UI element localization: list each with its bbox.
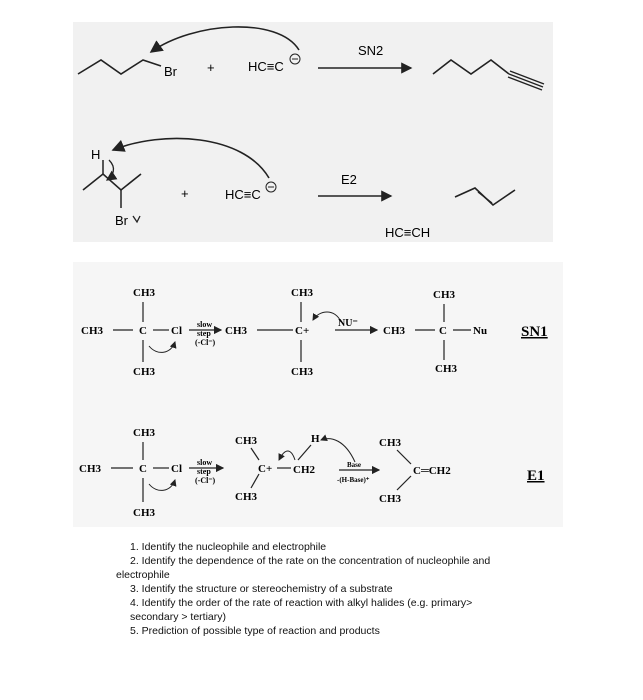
e2-br-label: Br	[115, 213, 128, 228]
e2-base-label: HC≡C	[225, 187, 261, 202]
e1-label: E1	[527, 468, 545, 484]
sn1-cation-methyl-bottom: CH3	[291, 366, 313, 378]
e1-base-arrow	[321, 439, 355, 462]
sn1-step-step: step	[197, 329, 211, 338]
e1-step-cl: (-Cl⁻)	[195, 476, 216, 485]
sn2-condition-label: SN2	[358, 43, 384, 58]
e2-byproduct-label: HC≡CH	[385, 225, 431, 240]
sn1-cation-methyl-left: CH3	[225, 325, 247, 337]
e1-ch2: CH2	[293, 464, 315, 476]
sn1-e1-scheme	[73, 262, 563, 527]
e1-step-slow: slow	[197, 458, 213, 467]
question-4: 4. Identify the order of the rate of reaction with alkyl halides (e.g. primary>	[130, 597, 473, 609]
e1-product-alkene: C═CH2	[413, 465, 451, 477]
e1-electron-arrow	[279, 451, 295, 460]
e2-curved-arrow	[113, 138, 269, 178]
sn1-product-carbon: C	[439, 325, 447, 337]
plus-sign: +	[207, 60, 215, 75]
questions-list	[116, 540, 556, 638]
question-3: 3. Identify the structure or stereochemistry of a substrate	[130, 583, 393, 595]
sn1-nucleophile-arrow	[313, 312, 341, 322]
e1-carbon: C	[139, 463, 147, 475]
e1-h: H	[311, 433, 320, 445]
plus-sign-2: +	[181, 186, 189, 201]
e1-step-step: step	[197, 467, 211, 476]
hexyne-skeleton	[433, 60, 509, 74]
e2-h-label: H	[91, 147, 101, 162]
question-4-continued: secondary > tertiary)	[130, 611, 226, 623]
e1-leaving-arrow	[149, 480, 175, 490]
sn1-carbon: C	[139, 325, 147, 337]
e1-base: Base	[347, 461, 361, 469]
sn1-methyl-left: CH3	[81, 325, 103, 337]
butene-skeleton	[455, 188, 515, 205]
sn1-methyl-bottom: CH3	[133, 366, 155, 378]
e1-cation-methyl-bottom: CH3	[235, 491, 257, 503]
e1-leaving-group: Cl	[171, 463, 182, 475]
question-1: 1. Identify the nucleophile and electrophile	[130, 541, 327, 553]
sn2-br-label: Br	[164, 64, 177, 79]
sn2-curved-arrow	[151, 27, 299, 52]
sn2-e2-scheme	[73, 22, 553, 242]
sn1-label: SN1	[521, 324, 548, 340]
e1-product-methyl-top: CH3	[379, 437, 401, 449]
sn1-product-nu: Nu	[473, 325, 488, 337]
sn1-step-slow: slow	[197, 320, 213, 329]
e1-methyl-bottom: CH3	[133, 507, 155, 519]
sn2-e2-panel	[73, 22, 553, 242]
sn1-nucleophile: NU⁻	[338, 318, 358, 329]
sn1-product-methyl-bottom: CH3	[435, 363, 457, 375]
e2-small-arrow	[107, 160, 113, 180]
sn1-leaving-arrow	[149, 342, 175, 352]
e1-cation-methyl-top: CH3	[235, 435, 257, 447]
e1-product-methyl-bottom: CH3	[379, 493, 401, 505]
e1-cation-carbon: C+	[258, 463, 273, 475]
sn1-product-methyl-left: CH3	[383, 325, 405, 337]
sn1-step-cl: (-Cl⁻)	[195, 338, 216, 347]
sn1-methyl-top: CH3	[133, 287, 155, 299]
sn1-cation-carbon: C+	[295, 325, 310, 337]
question-2-continued: electrophile	[116, 569, 170, 581]
question-2: 2. Identify the dependence of the rate on the concentration of nucleophile and	[130, 555, 491, 567]
question-5: 5. Prediction of possible type of reaction and products	[130, 625, 380, 637]
e1-methyl-top: CH3	[133, 427, 155, 439]
sn1-product-methyl-top: CH3	[433, 289, 455, 301]
bromobutane-e2-skeleton	[83, 174, 141, 190]
sn1-cation-methyl-top: CH3	[291, 287, 313, 299]
sn1-e1-panel	[73, 262, 563, 527]
bromobutane-skeleton	[78, 60, 161, 74]
sn2-nucleophile-label: HC≡C	[248, 59, 284, 74]
sn1-leaving-group: Cl	[171, 325, 182, 337]
e1-methyl-left: CH3	[79, 463, 101, 475]
e1-base-loss: -(H-Base)⁺	[337, 476, 370, 484]
e2-condition-label: E2	[341, 172, 357, 187]
